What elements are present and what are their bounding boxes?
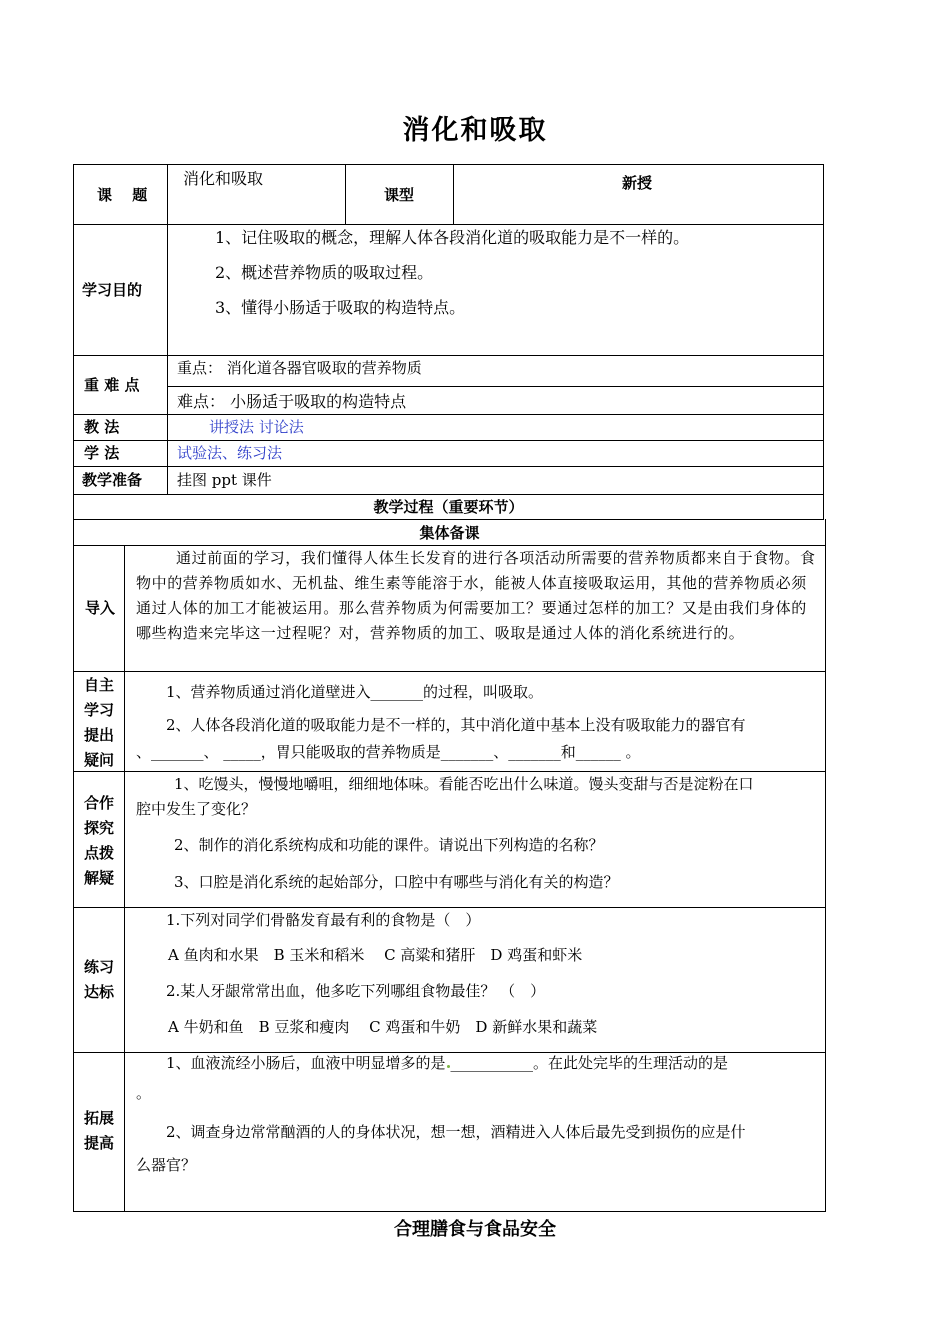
cooperate-q1: 1、吃馒头，慢慢地嚼咀，细细地体味。看能否吃出什么味道。馒头变甜与否是淀粉在口 — [174, 775, 754, 793]
intro-text: 通过前面的学习，我们懂得人体生长发育的进行各项活动所需要的营养物质都来自于食物。食物中的营养物质如水、无机盐、维生素等能溶于水，能被人体直接吸取运用，其他的营养物质必须通过人体的加工才能被运用。那么营养物质为何需要加工？要通过怎样的加工？又是由我们身体的哪些构造来完毕这一过程呢？对，营养物质的加工、吸取是通过人体的消化系统进行的。 — [136, 549, 816, 642]
rule — [73, 224, 824, 225]
page-title: 消化和吸取 — [402, 115, 548, 146]
key-points-label: 重 难 点 — [84, 376, 140, 394]
rule — [73, 164, 824, 165]
learning-method-value: 试验法、练习法 — [177, 444, 283, 462]
rule — [73, 466, 824, 467]
cooperate-q3: 3、口腔是消化系统的起始部分，口腔中有哪些与消化有关的构造？ — [174, 873, 619, 891]
learning-method-label: 学 法 — [84, 444, 120, 462]
rule — [73, 414, 824, 415]
rule — [73, 771, 826, 772]
rule — [73, 494, 824, 495]
self-study-q2: 2、人体各段消化道的吸取能力是不一样的，其中消化道中基本上没有吸取能力的器官有 — [166, 716, 746, 734]
process-header: 教学过程（重要环节） — [373, 498, 524, 516]
rule — [73, 519, 824, 520]
extension-q1-cont: 。 — [136, 1084, 152, 1102]
cooperate-q1-cont: 腔中发生了变化？ — [136, 800, 257, 818]
group-header: 集体备课 — [419, 524, 480, 542]
objective-item: 2、概述营养物质的吸取过程。 — [215, 263, 434, 282]
rule — [73, 671, 826, 672]
extension-q2-cont: 么器官？ — [136, 1156, 197, 1174]
topic-value: 消化和吸取 — [183, 169, 264, 188]
teaching-method-label: 教 法 — [84, 418, 120, 436]
rule — [167, 386, 824, 387]
rule — [345, 164, 346, 224]
practice-q1-options: A 鱼肉和水果 B 玉米和稻米 C 高粱和猪肝 D 鸡蛋和虾米 — [168, 946, 583, 964]
type-value: 新授 — [622, 174, 653, 192]
rule — [73, 1211, 826, 1212]
objective-item: 3、懂得小肠适于吸取的构造特点。 — [215, 298, 466, 317]
next-section-title: 合理膳食与食品安全 — [394, 1219, 556, 1240]
rule — [73, 907, 826, 908]
practice-q1: 1.下列对同学们骨骼发育最有利的食物是（ ） — [166, 911, 481, 929]
cooperate-label: 合作 探究 点拨 解疑 — [83, 794, 114, 887]
type-label: 课型 — [384, 186, 415, 204]
rule — [823, 164, 824, 520]
cooperate-q2: 2、制作的消化系统构成和功能的课件。请说出下列构造的名称？ — [174, 836, 604, 854]
practice-q2-options: A 牛奶和鱼 B 豆浆和瘦肉 C 鸡蛋和牛奶 D 新鲜水果和蔬菜 — [168, 1018, 598, 1036]
rule — [73, 164, 74, 1212]
objectives-label: 学习目的 — [82, 281, 143, 299]
rule — [73, 1052, 826, 1053]
extension-label: 拓展 提高 — [83, 1109, 114, 1152]
extension-q2: 2、调查身边常常酗酒的人的身体状况，想一想，酒精进入人体后最先受到损伤的应是什 — [166, 1123, 746, 1141]
preparation-value: 挂图 ppt 课件 — [177, 471, 272, 489]
rule — [167, 164, 168, 494]
preparation-label: 教学准备 — [82, 471, 143, 489]
rule — [73, 355, 824, 356]
rule — [453, 164, 454, 224]
extension-q1: 1、血液流经小肠后，血液中明显增多的是 ___________。在此处完毕的生理活动的是 — [166, 1054, 729, 1072]
key-point: 重点： 消化道各器官吸取的营养物质 — [177, 359, 422, 377]
teaching-method-value: 讲授法 讨论法 — [209, 418, 304, 436]
objective-item: 1、记住吸取的概念，理解人体各段消化道的吸取能力是不一样的。 — [215, 228, 690, 247]
rule — [73, 440, 824, 441]
self-study-q2-cont: 、_______、 _____，胃只能吸取的营养物质是_______、_______和______ 。 — [136, 743, 641, 761]
mark-dot — [447, 1065, 450, 1068]
rule — [825, 519, 826, 1212]
self-study-q1: 1、营养物质通过消化道壁进入_______的过程，叫吸取。 — [166, 683, 544, 701]
self-study-label: 自主 学习 提出 疑问 — [83, 676, 114, 769]
difficulty-point: 难点： 小肠适于吸取的构造特点 — [177, 392, 407, 411]
rule — [124, 545, 125, 1212]
topic-label: 课 题 — [97, 186, 148, 204]
intro-label: 导入 — [85, 599, 116, 617]
practice-q2: 2.某人牙龈常常出血，他多吃下列哪组食物最佳？ （ ） — [166, 982, 546, 1000]
practice-label: 练习 达标 — [83, 958, 114, 1001]
